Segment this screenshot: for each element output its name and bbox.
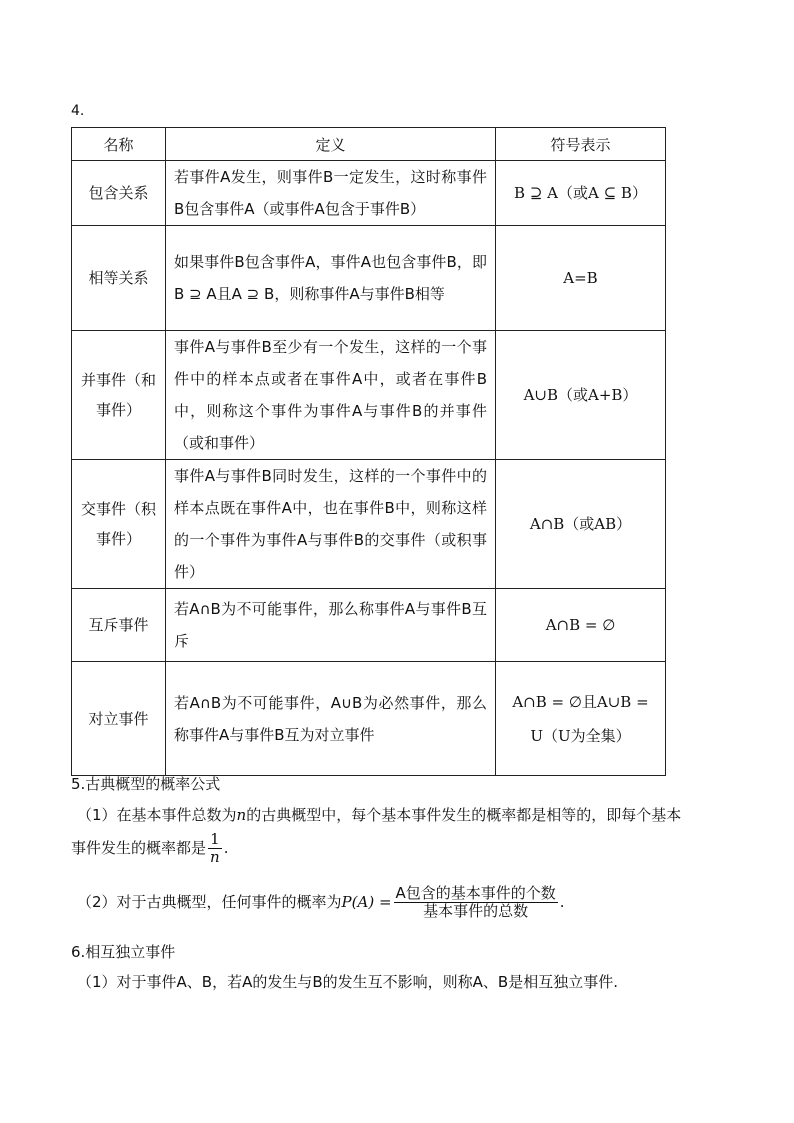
frac-denominator: 基本事件的总数 — [423, 902, 529, 920]
table-row — [72, 226, 666, 331]
row-definition: 若A∩B为不可能事件，那么称事件A与事件B互斥 — [166, 589, 496, 662]
row-symbol: A∩B = ∅且A∪B = U（U为全集） — [496, 662, 666, 776]
section-6-title: 6.相互独立事件 — [71, 943, 176, 961]
frac-numerator: 1 — [210, 830, 220, 848]
frac-numerator: A包含的基本事件的个数 — [395, 884, 556, 902]
header-definition: 定义 — [166, 128, 496, 161]
event-relations-table — [71, 127, 666, 776]
row-definition: 若A∩B为不可能事件，A∪B为必然事件，那么称事件A与事件B互为对立事件 — [166, 662, 496, 776]
fraction-one-over-n — [208, 831, 222, 866]
row-symbol: A∩B（或AB） — [496, 460, 666, 589]
row-name: 相等关系 — [72, 226, 166, 331]
row-definition: 事件A与事件B至少有一个发生，这样的一个事件中的样本点或者在事件A中，或者在事件B中，则称这个事件为事件A与事件B的并事件（或和事件） — [166, 331, 496, 460]
table-row — [72, 589, 666, 662]
row-name: 并事件（和事件） — [72, 331, 166, 460]
p2-text-before: （2）对于古典概型，任何事件的概率为 — [77, 893, 342, 911]
section-4-number: 4. — [71, 103, 85, 119]
p2-end: . — [559, 893, 565, 911]
section-5-title: 5.古典概型的概率公式 — [71, 775, 221, 793]
p1-end: . — [223, 839, 229, 857]
row-name: 对立事件 — [72, 662, 166, 776]
table-row — [72, 460, 666, 589]
section-5-paragraph-2 — [77, 884, 727, 920]
p1-text-after: 的古典概型中，每个基本事件发生的概率都是相等的，即每个基本 — [246, 806, 682, 824]
table-row — [72, 161, 666, 226]
row-symbol: B ⊇ A（或A ⊆ B） — [496, 161, 666, 226]
row-name: 交事件（积事件） — [72, 460, 166, 589]
section-5-paragraph-1-cont — [71, 830, 228, 866]
p2-lhs: P(A) = — [341, 893, 392, 911]
table-row — [72, 662, 666, 776]
fraction-probability — [394, 885, 558, 920]
row-name: 包含关系 — [72, 161, 166, 226]
row-symbol: A∪B（或A+B） — [496, 331, 666, 460]
row-symbol: A∩B = ∅ — [496, 589, 666, 662]
row-definition: 若事件A发生，则事件B一定发生，这时称事件B包含事件A（或事件A包含于事件B） — [166, 161, 496, 226]
row-symbol: A=B — [496, 226, 666, 331]
section-6-paragraph-1: （1）对于事件A、B，若A的发生与B的发生互不影响，则称A、B是相互独立事件. — [77, 973, 618, 991]
table-row — [72, 331, 666, 460]
p1-text-before: （1）在基本事件总数为 — [77, 806, 237, 824]
row-name: 互斥事件 — [72, 589, 166, 662]
row-definition: 如果事件B包含事件A，事件A也包含事件B，即B ⊇ A且A ⊇ B，则称事件A与事件B相等 — [166, 226, 496, 331]
var-n: n — [236, 806, 247, 824]
header-name: 名称 — [72, 128, 166, 161]
section-5-paragraph-1 — [77, 800, 727, 830]
frac-denominator: n — [210, 848, 220, 866]
row-definition: 事件A与事件B同时发生，这样的一个事件中的样本点既在事件A中，也在事件B中，则称这样的一个事件为事件A与事件B的交事件（或积事件） — [166, 460, 496, 589]
table-header-row — [72, 128, 666, 161]
p1-line2: 事件发生的概率都是 — [71, 839, 207, 857]
header-symbol: 符号表示 — [496, 128, 666, 161]
